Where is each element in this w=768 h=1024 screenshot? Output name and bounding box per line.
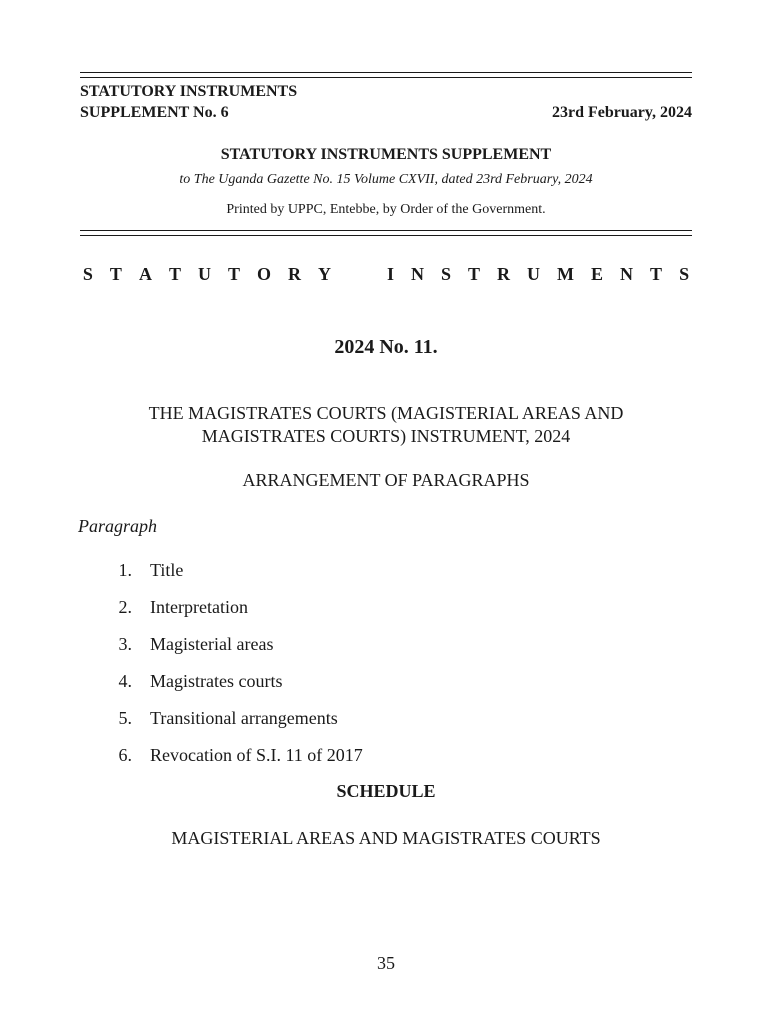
printer-note: Printed by UPPC, Entebbe, by Order of the Government. bbox=[226, 202, 546, 217]
toc-item-title: Revocation of S.I. 11 of 2017 bbox=[150, 745, 363, 765]
toc-item-number: 1. bbox=[118, 560, 132, 580]
toc-item-title: Transitional arrangements bbox=[150, 708, 338, 728]
banner-letter: S bbox=[441, 264, 452, 284]
gazette-reference: to The Uganda Gazette No. 15 Volume CXVII, dated 23rd February, 2024 bbox=[179, 172, 593, 187]
toc-item-number: 5. bbox=[118, 708, 132, 728]
banner-letter: T bbox=[109, 264, 122, 284]
schedule-heading: SCHEDULE bbox=[336, 781, 436, 801]
banner-word-gap bbox=[348, 262, 370, 286]
banner-letter: Y bbox=[317, 264, 331, 284]
banner-letter: A bbox=[138, 264, 152, 284]
instrument-title-line-2: MAGISTRATES COURTS) INSTRUMENT, 2024 bbox=[201, 426, 571, 446]
banner-letter: R bbox=[287, 264, 301, 284]
paragraph-label: Paragraph bbox=[78, 516, 158, 536]
header-line-1 bbox=[80, 82, 692, 102]
arrangement-heading: ARRANGEMENT OF PARAGRAPHS bbox=[242, 470, 530, 490]
banner-letter: M bbox=[557, 264, 575, 284]
banner-letter: T bbox=[468, 264, 481, 284]
instrument-title-line-1: THE MAGISTRATES COURTS (MAGISTERIAL AREAS AND bbox=[148, 403, 624, 423]
instrument-number: 2024 No. 11. bbox=[334, 336, 438, 358]
banner-letter: N bbox=[411, 264, 424, 284]
banner-letter: E bbox=[591, 264, 604, 284]
toc-item-number: 3. bbox=[118, 634, 132, 654]
toc-item-title: Title bbox=[150, 560, 184, 580]
schedule-subtitle: MAGISTERIAL AREAS AND MAGISTRATES COURTS bbox=[171, 828, 601, 848]
header-rule-1 bbox=[80, 230, 692, 231]
header-supplement-number: SUPPLEMENT No. 6 bbox=[80, 104, 229, 121]
header-line-2 bbox=[80, 103, 692, 123]
banner-letter: T bbox=[227, 264, 240, 284]
banner-letter: U bbox=[197, 264, 211, 284]
header-rule-2 bbox=[80, 235, 692, 236]
toc-item-title: Magisterial areas bbox=[150, 634, 274, 654]
statutory-instruments-banner bbox=[80, 262, 692, 286]
toc-item-title: Interpretation bbox=[150, 597, 248, 617]
page-number: 35 bbox=[377, 953, 395, 973]
supplement-title: STATUTORY INSTRUMENTS SUPPLEMENT bbox=[220, 146, 552, 163]
banner-letter: T bbox=[168, 264, 181, 284]
top-rule-1 bbox=[80, 72, 692, 73]
banner-letter: N bbox=[620, 264, 634, 284]
banner-letter: U bbox=[527, 264, 541, 284]
header-date: 23rd February, 2024 bbox=[552, 104, 692, 121]
banner-letter: I bbox=[386, 264, 394, 284]
toc-item-title: Magistrates courts bbox=[150, 671, 283, 691]
toc-item-number: 4. bbox=[118, 671, 132, 691]
toc-item-number: 2. bbox=[118, 597, 132, 617]
banner-letter: R bbox=[497, 264, 511, 284]
banner-letter: S bbox=[82, 264, 93, 284]
header-si-label: STATUTORY INSTRUMENTS bbox=[80, 83, 298, 100]
banner-letter: O bbox=[256, 264, 271, 284]
toc-item-number: 6. bbox=[118, 745, 132, 765]
banner-letter: T bbox=[650, 264, 663, 284]
top-rule-2 bbox=[80, 77, 692, 78]
banner-letter: S bbox=[679, 264, 690, 284]
